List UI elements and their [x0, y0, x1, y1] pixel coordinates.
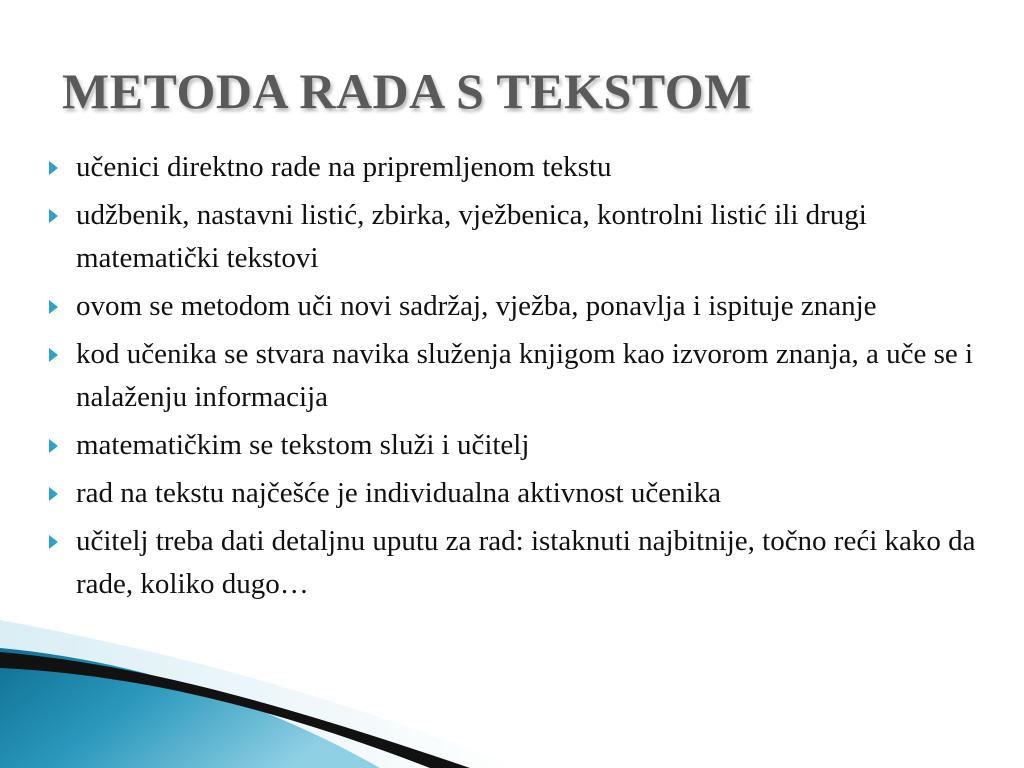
wave-dark-stripe [0, 652, 470, 768]
bullet-text: ovom se metodom uči novi sadržaj, vježba, ponavlja i ispituje znanje [76, 290, 877, 322]
slide-content [44, 146, 1009, 611]
bullet-item [44, 285, 1009, 328]
triangle-right-icon [49, 161, 58, 175]
triangle-right-icon [49, 209, 58, 223]
triangle-right-icon [49, 439, 58, 453]
bullet-list [44, 146, 1009, 606]
wave-light-band [0, 620, 520, 768]
bullet-item [44, 424, 1009, 467]
triangle-right-icon [49, 348, 58, 362]
bullet-item [44, 146, 1009, 189]
bullet-text: kod učenika se stvara navika služenja knjigom kao izvorom znanja, a uče se i nalaženju informacija [76, 338, 974, 413]
triangle-right-icon [49, 487, 58, 501]
bullet-text: matematičkim se tekstom služi i učitelj [76, 429, 530, 461]
slide-title: METODA RADA S TEKSTOM [62, 63, 752, 119]
bullet-item [44, 194, 1009, 280]
triangle-right-icon [49, 535, 58, 549]
bullet-item [44, 333, 1009, 419]
triangle-right-icon [49, 300, 58, 314]
bullet-item [44, 472, 1009, 515]
bullet-item [44, 520, 1009, 606]
wave-blue-band [0, 648, 380, 768]
bullet-text: rad na tekstu najčešće je individualna aktivnost učenika [76, 477, 722, 509]
bullet-text: učenici direktno rade na pripremljenom tekstu [76, 151, 612, 183]
bullet-text: udžbenik, nastavni listić, zbirka, vježbenica, kontrolni listić ili drugi matematički tekstovi [76, 199, 867, 274]
bullet-text: učitelj treba dati detaljnu uputu za rad: istaknuti najbitnije, točno reći kako da rade, koliko dugo… [76, 525, 976, 600]
